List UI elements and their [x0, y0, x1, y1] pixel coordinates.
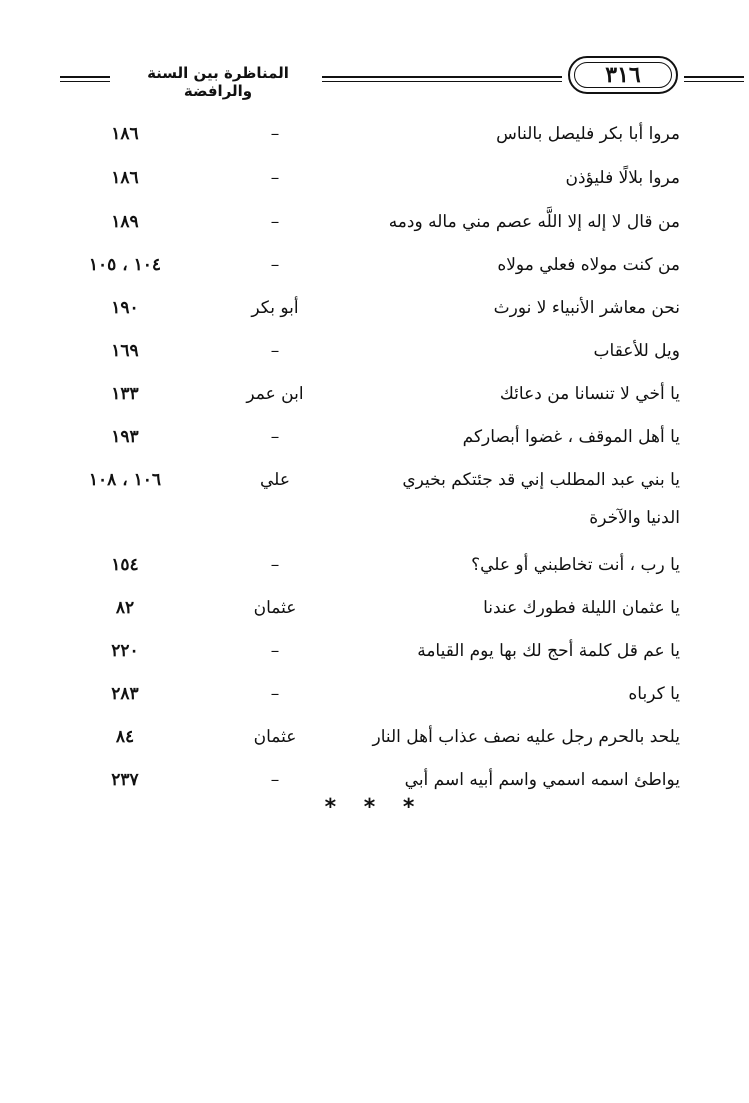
- page-refs: ١٦٩: [111, 341, 139, 361]
- page-number: ٣١٦: [605, 62, 641, 88]
- narrator: ابن عمر: [246, 384, 304, 404]
- book-title: المناظرة بين السنة والرافضة: [147, 64, 289, 100]
- hadith-text: يلحد بالحرم رجل عليه نصف عذاب أهل النار: [372, 727, 680, 747]
- hadith-text: يا أهل الموقف ، غضوا أبصاركم: [462, 427, 680, 447]
- hadith-text: ويل للأعقاب: [593, 341, 680, 361]
- page-refs: ١٩٣: [111, 427, 139, 447]
- hadith-text: يا كرباه: [628, 684, 680, 704]
- hadith-text: نحن معاشر الأنبياء لا نورث: [493, 298, 680, 318]
- page-refs: ٢٨٣: [111, 684, 139, 704]
- hadith-text: يا عثمان الليلة فطورك عندنا: [483, 598, 680, 618]
- index-entry: [0, 372, 749, 415]
- narrator: –: [270, 124, 280, 144]
- narrator: –: [270, 770, 280, 790]
- header-rule-middle: [322, 76, 562, 78]
- hadith-text: مروا بلالًا فليؤذن: [565, 168, 680, 188]
- narrator: –: [270, 684, 280, 704]
- hadith-text: يا بني عبد المطلب إني قد جئتكم بخيري الدنيا والآخرة: [402, 470, 680, 528]
- hadith-index-list: [0, 112, 749, 801]
- page-refs: ٨٤: [115, 727, 135, 747]
- header-rule-left: [60, 76, 110, 78]
- index-entry: [0, 243, 749, 286]
- index-entry: [0, 629, 749, 672]
- index-entry: [0, 112, 749, 156]
- page-refs: ٢٢٠: [111, 641, 139, 661]
- index-entry: [0, 715, 749, 758]
- narrator: –: [270, 427, 280, 447]
- hadith-text: يا عم قل كلمة أحج لك بها يوم القيامة: [417, 641, 680, 661]
- narrator: علي: [260, 470, 290, 490]
- hadith-text: مروا أبا بكر فليصل بالناس: [496, 124, 680, 144]
- page-header: [60, 50, 680, 102]
- hadith-text: يا أخي لا تنسانا من دعائك: [499, 384, 680, 404]
- page-refs: ٨٢: [115, 598, 135, 618]
- page-refs: ١٩٠: [111, 298, 139, 318]
- narrator: –: [270, 555, 280, 575]
- page-refs: ١٨٦: [111, 124, 139, 144]
- page-refs: ١٨٦: [111, 168, 139, 188]
- narrator: –: [270, 641, 280, 661]
- header-rule-right: [684, 76, 744, 78]
- page-refs: ١٥٤: [111, 555, 139, 575]
- page-refs: ١٠٦ ، ١٠٨: [88, 470, 162, 490]
- narrator: –: [270, 341, 280, 361]
- hadith-text: يواطئ اسمه اسمي واسم أبيه اسم أبي: [404, 770, 680, 790]
- section-end-ornament: * * *: [324, 795, 425, 820]
- narrator: عثمان: [253, 727, 297, 747]
- page-refs: ١٠٤ ، ١٠٥: [88, 255, 162, 275]
- page-number-frame: [568, 56, 678, 94]
- index-entry: [0, 286, 749, 329]
- narrator: –: [270, 255, 280, 275]
- page-refs: ١٨٩: [111, 212, 139, 232]
- narrator: –: [270, 168, 280, 188]
- index-entry: [0, 672, 749, 715]
- hadith-text: من كنت مولاه فعلي مولاه: [497, 255, 680, 275]
- narrator: عثمان: [253, 598, 297, 618]
- index-entry: [0, 586, 749, 629]
- index-entry: [0, 415, 749, 458]
- page-refs: ٢٣٧: [111, 770, 139, 790]
- narrator: –: [270, 212, 280, 232]
- hadith-text: من قال لا إله إلا اللَّه عصم مني ماله ودمه: [388, 212, 680, 232]
- index-entry: [0, 200, 749, 243]
- index-entry: [0, 543, 749, 586]
- index-entry: [0, 458, 749, 543]
- index-entry: [0, 329, 749, 372]
- narrator: أبو بكر: [251, 298, 299, 318]
- hadith-text: يا رب ، أنت تخاطبني أو علي؟: [471, 555, 680, 575]
- index-entry: [0, 156, 749, 200]
- page-refs: ١٣٣: [111, 384, 139, 404]
